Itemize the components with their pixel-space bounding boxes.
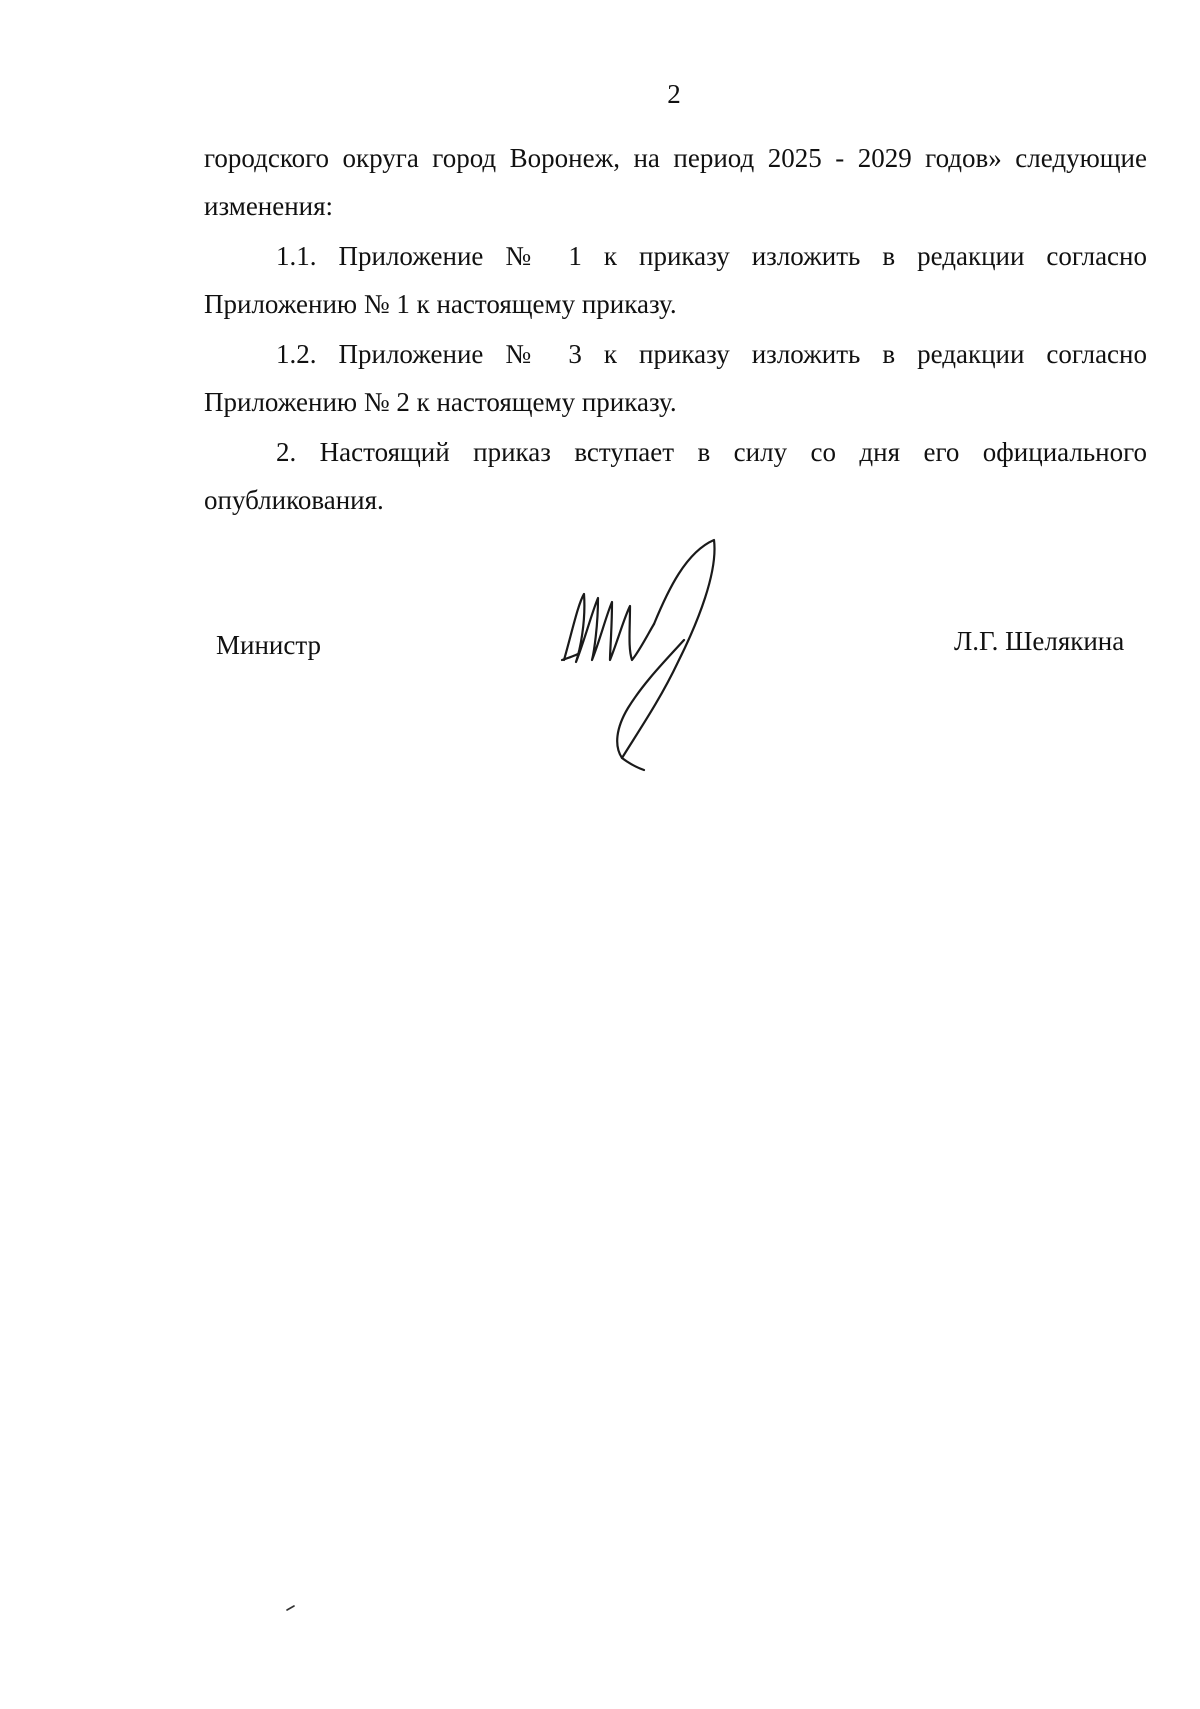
signatory-title: Министр (216, 630, 321, 660)
paragraph-continuation: городского округа город Воронеж, на период 2025 - 2029 годов» следующие изменения: (204, 143, 1147, 221)
paragraph-item-1-2: 1.2. Приложение № 3 к приказу изложить в редакции согласно Приложению № 2 к настоящему приказу. (204, 339, 1147, 417)
page-number: 2 (667, 79, 681, 109)
document-body (204, 134, 1147, 524)
paragraph-item-2: 2. Настоящий приказ вступает в силу со дня его официального опубликования. (204, 437, 1147, 515)
scan-speck (286, 1604, 296, 1612)
signatory-name: Л.Г. Шелякина (954, 626, 1125, 656)
handwritten-signature (548, 532, 728, 772)
paragraph-item-1-1: 1.1. Приложение № 1 к приказу изложить в редакции согласно Приложению № 1 к настоящему приказу. (204, 241, 1147, 319)
